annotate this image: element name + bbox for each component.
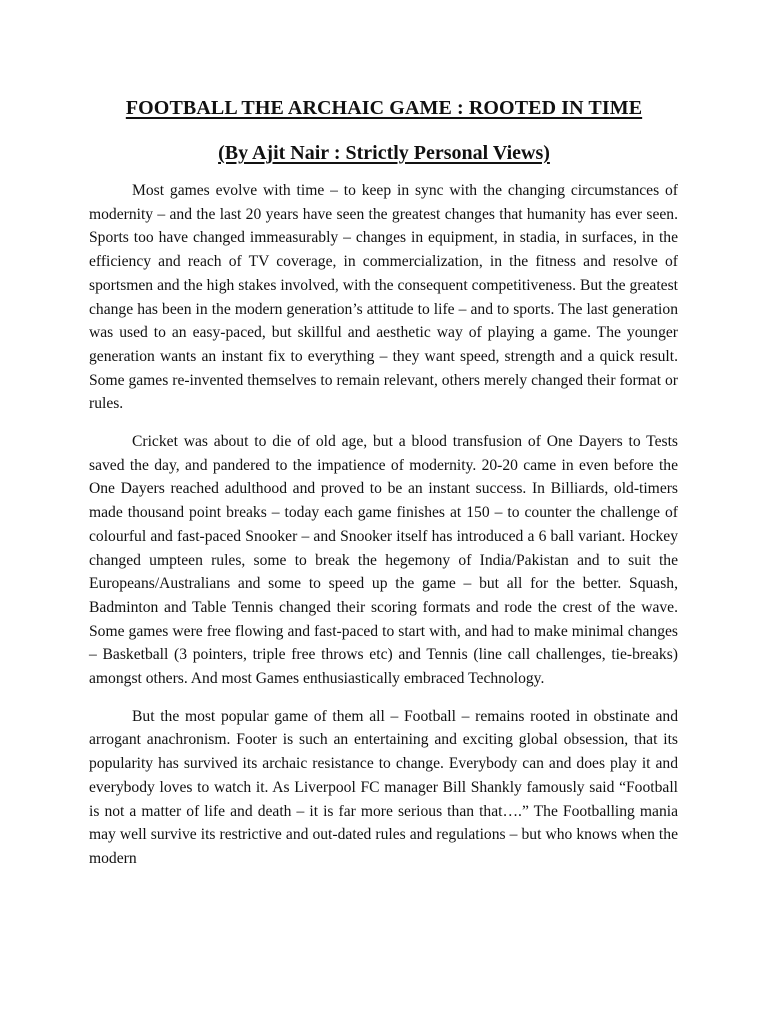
document-byline: (By Ajit Nair : Strictly Personal Views) [218, 142, 550, 164]
paragraph-1: Most games evolve with time – to keep in sync with the changing circumstances of modernity – and the last 20 years have seen the greatest changes that humanity has ever seen. Sports too have changed immeasurably – changes in equipment, in stadia, in surfaces, in the efficiency and reach of TV coverage, in commercialization, in the fitness and resolve of sportsmen and the high stakes involved, with the consequent competitiveness. But the greatest change has been in the modern generation’s attitude to life – and to sports. The last generation was used to an easy-paced, but skillful and aesthetic way of playing a game. The younger generation wants an instant fix to everything – they want speed, strength and a quick result. Some games re-invented themselves to remain relevant, others merely changed their format or rules. [89, 182, 678, 413]
document-title: FOOTBALL THE ARCHAIC GAME : ROOTED IN TIME [125, 97, 643, 119]
paragraph-2: Cricket was about to die of old age, but a blood transfusion of One Dayers to Tests saved the day, and pandered to the impatience of modernity. 20-20 came in even before the One Dayers reached adulthood and proved to be an instant success. In Billiards, old-timers made thousand point breaks – today each game finishes at 150 – to counter the challenge of colourful and fast-paced Snooker – and Snooker itself has introduced a 6 ball variant. Hockey changed umpteen rules, some to break the hegemony of India/Pakistan and to suit the Europeans/Australians and some to speed up the game – but all for the better. Squash, Badminton and Table Tennis changed their scoring formats and rode the crest of the wave. Some games were free flowing and fast-paced to start with, and had to make minimal changes – Basketball (3 pointers, triple free throws etc) and Tennis (line call challenges, tie-breaks) amongst others. And most Games enthusiastically embraced Technology. [89, 433, 678, 688]
document-body [89, 179, 678, 885]
paragraph-3: But the most popular game of them all – Football – remains rooted in obstinate and arrogant anachronism. Footer is such an entertaining and exciting global obsession, that its popularity has survived its archaic resistance to change. Everybody can and does play it and everybody loves to watch it. As Liverpool FC manager Bill Shankly famously said “Football is not a matter of life and death – it is far more serious than that….” The Footballing mania may well survive its restrictive and out-dated rules and regulations – but who knows when the modern [89, 707, 678, 867]
